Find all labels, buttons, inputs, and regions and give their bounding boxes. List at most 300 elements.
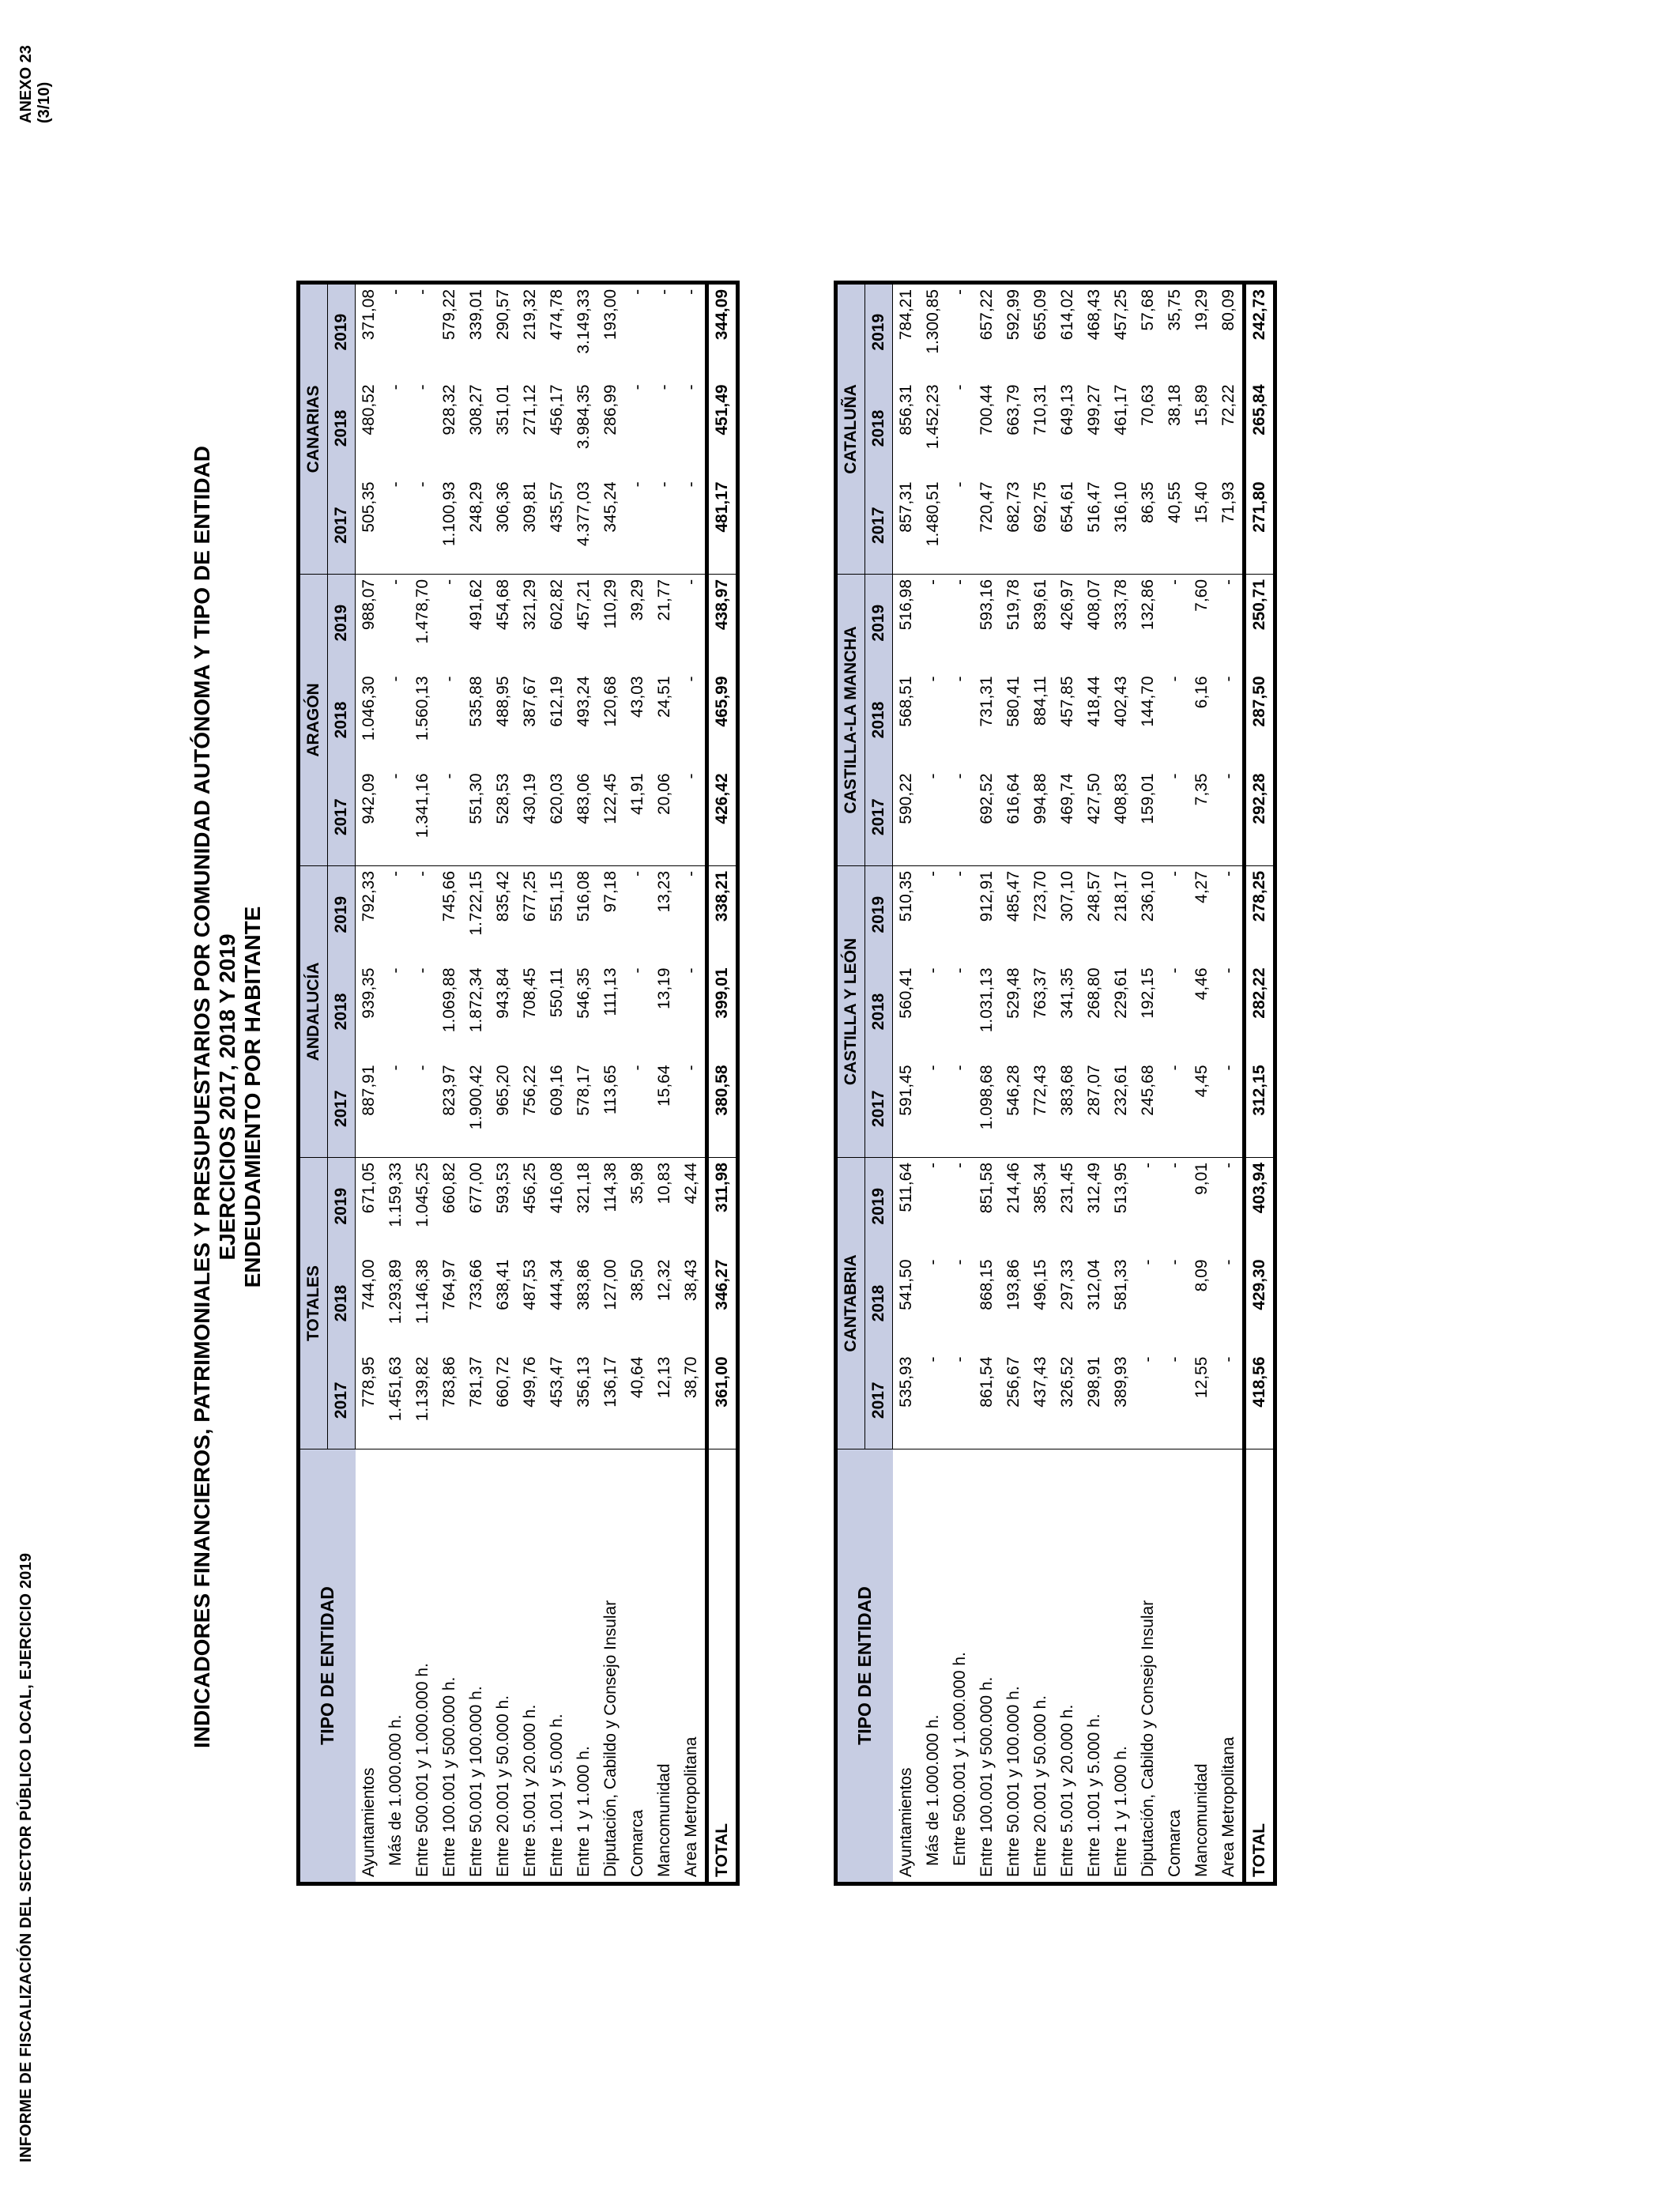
value-cell: - xyxy=(1219,579,1237,585)
value-cell: - xyxy=(678,477,707,574)
value-cell: 1.900,42 xyxy=(463,1060,490,1157)
value-cell: 660,72 xyxy=(490,1352,517,1449)
value-cell: 9,01 xyxy=(1192,1163,1211,1195)
value-cell: - xyxy=(924,1259,942,1265)
value-cell: - xyxy=(440,676,458,682)
value-cell: 38,50 xyxy=(628,1259,646,1302)
annex-label: ANEXO 23 (3/10) xyxy=(17,45,53,123)
row-label: Entre 20.001 y 50.000 h. xyxy=(490,1449,517,1884)
value-cell: - xyxy=(951,1259,969,1265)
row-label: Entre 100.001 y 500.000 h. xyxy=(974,1449,1000,1884)
table-row xyxy=(1135,282,1162,1883)
value-cell: 214,46 xyxy=(1004,1163,1023,1214)
value-cell: 265,84 xyxy=(1245,379,1275,477)
value-cell: 1.139,82 xyxy=(409,1352,436,1449)
value-cell: 13,19 xyxy=(655,967,673,1010)
table-row xyxy=(409,282,436,1883)
value-cell: 40,55 xyxy=(1162,477,1188,574)
value-cell: - xyxy=(951,579,969,585)
value-cell: 438,97 xyxy=(707,574,738,671)
region-header: CASTILLA Y LEÓN xyxy=(836,865,865,1157)
value-cell: 671,05 xyxy=(360,1162,378,1214)
value-cell: - xyxy=(920,768,947,865)
subtitle-years: EJERCICIOS 2017, 2018 Y 2019 xyxy=(215,933,239,1261)
value-cell: 660,82 xyxy=(440,1162,458,1214)
value-cell: 426,97 xyxy=(1058,579,1076,631)
year-header: 2019 xyxy=(865,574,893,671)
value-cell: 453,47 xyxy=(544,1352,571,1449)
value-cell: - xyxy=(1166,870,1184,876)
value-cell: - xyxy=(924,1163,942,1168)
value-cell: 708,45 xyxy=(521,967,539,1019)
value-cell: 346,27 xyxy=(707,1255,738,1352)
value-cell: 541,50 xyxy=(897,1259,915,1310)
value-cell: 193,86 xyxy=(1004,1259,1023,1310)
value-cell: 764,97 xyxy=(440,1259,458,1310)
value-cell: 823,97 xyxy=(436,1060,463,1157)
value-cell: 1.293,89 xyxy=(386,1259,405,1325)
table-row xyxy=(1054,282,1081,1883)
value-cell: 1.045,25 xyxy=(413,1162,431,1227)
value-cell: - xyxy=(413,384,431,390)
value-cell: 219,32 xyxy=(517,282,544,379)
value-cell: - xyxy=(628,967,646,974)
value-cell: 297,33 xyxy=(1058,1259,1076,1310)
value-cell: 35,75 xyxy=(1162,282,1188,379)
value-cell: 256,67 xyxy=(1000,1352,1027,1449)
value-cell: 111,13 xyxy=(601,967,620,1016)
value-cell: 344,09 xyxy=(707,282,738,379)
table-row xyxy=(624,282,651,1883)
value-cell: - xyxy=(624,477,651,574)
year-header: 2017 xyxy=(865,477,893,574)
row-label: Entre 1 y 1.000 h. xyxy=(571,1449,597,1884)
year-header: 2019 xyxy=(328,282,356,379)
value-cell: - xyxy=(440,579,458,585)
value-cell: - xyxy=(1219,967,1237,974)
value-cell: 43,03 xyxy=(628,676,646,718)
value-cell: 403,94 xyxy=(1245,1158,1275,1255)
value-cell: 939,35 xyxy=(360,967,378,1019)
value-cell: 609,16 xyxy=(544,1060,571,1157)
value-cell: 535,88 xyxy=(467,676,485,727)
value-cell: 242,73 xyxy=(1245,282,1275,379)
value-cell: 437,43 xyxy=(1027,1352,1054,1449)
value-cell: 682,73 xyxy=(1000,477,1027,574)
value-cell: 70,63 xyxy=(1139,384,1157,427)
value-cell: 493,24 xyxy=(574,676,593,727)
value-cell: 86,35 xyxy=(1135,477,1162,574)
total-row xyxy=(1245,282,1275,1883)
value-cell: 127,00 xyxy=(601,1259,620,1310)
year-header: 2019 xyxy=(865,1158,893,1255)
value-cell: 113,65 xyxy=(597,1060,624,1157)
total-row xyxy=(707,282,738,1883)
table-row xyxy=(436,282,463,1883)
value-cell: 4,27 xyxy=(1192,870,1211,903)
value-cell: - xyxy=(382,1060,409,1157)
value-cell: 159,01 xyxy=(1135,768,1162,865)
value-cell: - xyxy=(951,676,969,682)
value-cell: 333,78 xyxy=(1112,579,1130,631)
value-cell: 427,50 xyxy=(1081,768,1108,865)
year-header: 2017 xyxy=(865,768,893,865)
year-header: 2018 xyxy=(865,671,893,768)
value-cell: 282,22 xyxy=(1245,963,1275,1061)
value-cell: 942,09 xyxy=(356,768,383,865)
value-cell: 57,68 xyxy=(1135,282,1162,379)
value-cell: 485,47 xyxy=(1004,870,1023,922)
table-row xyxy=(382,282,409,1883)
value-cell: 488,95 xyxy=(494,676,512,727)
value-cell: 560,41 xyxy=(897,967,915,1019)
value-cell: 763,37 xyxy=(1031,967,1049,1019)
table-row xyxy=(490,282,517,1883)
value-cell: 692,52 xyxy=(974,768,1000,865)
value-cell: 371,08 xyxy=(356,282,383,379)
year-header: 2017 xyxy=(865,1352,893,1449)
value-cell: 988,07 xyxy=(360,579,378,631)
year-header: 2017 xyxy=(328,1060,356,1157)
value-cell: 345,24 xyxy=(597,477,624,574)
value-cell: 592,99 xyxy=(1000,282,1027,379)
value-cell: - xyxy=(409,477,436,574)
value-cell: 307,10 xyxy=(1058,870,1076,922)
value-cell: 457,25 xyxy=(1108,282,1135,379)
value-cell: - xyxy=(682,384,700,390)
value-cell: - xyxy=(1166,676,1184,682)
value-cell: 655,09 xyxy=(1027,282,1054,379)
year-header: 2019 xyxy=(328,574,356,671)
value-cell: 245,68 xyxy=(1135,1061,1162,1158)
value-cell: 677,00 xyxy=(467,1162,485,1214)
value-cell: 8,09 xyxy=(1192,1259,1211,1292)
value-cell: 286,99 xyxy=(601,384,620,435)
value-cell: 1.872,34 xyxy=(467,967,485,1033)
value-cell: 338,21 xyxy=(707,865,738,963)
value-cell: 389,93 xyxy=(1108,1352,1135,1449)
value-cell: 469,74 xyxy=(1054,768,1081,865)
value-cell: 965,20 xyxy=(490,1060,517,1157)
value-cell: - xyxy=(1219,676,1237,682)
value-cell: 535,93 xyxy=(893,1352,921,1449)
value-cell: 1.722,15 xyxy=(467,870,485,936)
value-cell: - xyxy=(409,282,436,379)
value-cell: 663,79 xyxy=(1004,384,1023,435)
value-cell: 451,49 xyxy=(707,379,738,477)
value-cell: 408,07 xyxy=(1085,579,1103,631)
value-cell: 287,07 xyxy=(1081,1061,1108,1158)
value-cell: 20,06 xyxy=(651,768,678,865)
year-header: 2019 xyxy=(865,282,893,379)
region-header: CANARIAS xyxy=(299,282,328,574)
value-cell: - xyxy=(924,967,942,974)
value-cell: 416,08 xyxy=(548,1162,566,1214)
value-cell: - xyxy=(951,1163,969,1168)
value-cell: 110,29 xyxy=(601,579,620,629)
row-label: Entre 500.001 y 1.000.000 h. xyxy=(409,1449,436,1884)
value-cell: 308,27 xyxy=(467,384,485,435)
value-cell: 756,22 xyxy=(517,1060,544,1157)
row-label: TOTAL xyxy=(707,1449,738,1884)
value-cell: - xyxy=(386,676,405,682)
row-label: Entre 1 y 1.000 h. xyxy=(1108,1449,1135,1884)
value-cell: 24,51 xyxy=(655,676,673,718)
value-cell: - xyxy=(1215,768,1245,865)
value-cell: 6,16 xyxy=(1192,676,1211,709)
value-cell: - xyxy=(409,1060,436,1157)
value-cell: 12,55 xyxy=(1188,1352,1215,1449)
value-cell: 483,06 xyxy=(571,768,597,865)
value-cell: 38,43 xyxy=(682,1259,700,1302)
table-row xyxy=(463,282,490,1883)
value-cell: - xyxy=(624,282,651,379)
value-cell: 851,58 xyxy=(977,1163,996,1214)
row-label: Comarca xyxy=(1162,1449,1188,1884)
value-cell: 491,62 xyxy=(467,579,485,631)
row-label: Entre 50.001 y 100.000 h. xyxy=(463,1449,490,1884)
table-row xyxy=(1215,282,1245,1883)
table-row xyxy=(678,282,707,1883)
value-cell: 418,56 xyxy=(1245,1352,1275,1449)
value-cell: 465,99 xyxy=(707,671,738,768)
value-cell: 620,03 xyxy=(544,768,571,865)
value-cell: 35,98 xyxy=(628,1162,646,1204)
value-cell: 1.560,13 xyxy=(413,676,431,741)
table-row xyxy=(517,282,544,1883)
value-cell: 71,93 xyxy=(1215,477,1245,574)
value-cell: 1.031,13 xyxy=(977,967,996,1033)
value-cell: 231,45 xyxy=(1058,1163,1076,1214)
value-cell: 12,32 xyxy=(655,1259,673,1302)
value-cell: - xyxy=(947,1352,974,1449)
row-label: Area Metropolitana xyxy=(678,1449,707,1884)
value-cell: 292,28 xyxy=(1245,768,1275,865)
value-cell: 10,83 xyxy=(655,1162,673,1204)
value-cell: - xyxy=(436,768,463,865)
value-cell: - xyxy=(628,384,646,390)
value-cell: - xyxy=(386,967,405,974)
value-cell: 306,36 xyxy=(490,477,517,574)
value-cell: 516,98 xyxy=(897,579,915,631)
year-header: 2018 xyxy=(865,963,893,1061)
table-row xyxy=(597,282,624,1883)
value-cell: 122,45 xyxy=(597,768,624,865)
value-cell: - xyxy=(382,477,409,574)
value-cell: 12,13 xyxy=(651,1352,678,1449)
value-cell: 144,70 xyxy=(1139,676,1157,727)
value-cell: 593,53 xyxy=(494,1162,512,1214)
value-cell: 700,44 xyxy=(977,384,996,435)
table-row xyxy=(920,282,947,1883)
value-cell: 356,13 xyxy=(571,1352,597,1449)
value-cell: 326,52 xyxy=(1054,1352,1081,1449)
value-cell: 250,71 xyxy=(1245,574,1275,671)
year-header: 2018 xyxy=(328,1255,356,1352)
value-cell: 232,61 xyxy=(1108,1061,1135,1158)
value-cell: 120,68 xyxy=(601,676,620,727)
value-cell: 19,29 xyxy=(1188,282,1215,379)
value-cell: 481,17 xyxy=(707,477,738,574)
row-label: Comarca xyxy=(624,1449,651,1884)
year-header: 2019 xyxy=(328,865,356,963)
value-cell: 192,15 xyxy=(1139,967,1157,1019)
year-header: 2017 xyxy=(328,1352,356,1449)
value-cell: 312,15 xyxy=(1245,1061,1275,1158)
row-label: Entre 20.001 y 50.000 h. xyxy=(1027,1449,1054,1884)
table-row xyxy=(974,282,1000,1883)
row-label: Diputación, Cabildo y Consejo Insular xyxy=(597,1449,624,1884)
row-label: Entre 500.001 y 1.000.000 h. xyxy=(947,1449,974,1884)
value-cell: - xyxy=(947,477,974,574)
value-cell: 519,78 xyxy=(1004,579,1023,631)
value-cell: 868,15 xyxy=(977,1259,996,1310)
value-cell: - xyxy=(1166,967,1184,974)
value-cell: 218,17 xyxy=(1112,870,1130,922)
year-header: 2018 xyxy=(328,379,356,477)
value-cell: 783,86 xyxy=(436,1352,463,1449)
value-cell: - xyxy=(678,282,707,379)
value-cell: 1.478,70 xyxy=(413,579,431,644)
value-cell: 21,77 xyxy=(655,579,673,621)
value-cell: 778,95 xyxy=(356,1352,383,1449)
title-block xyxy=(190,0,266,2194)
value-cell: 994,88 xyxy=(1027,768,1054,865)
row-label: Ayuntamientos xyxy=(893,1449,921,1884)
value-cell: 339,01 xyxy=(463,282,490,379)
value-cell: 581,33 xyxy=(1112,1259,1130,1310)
value-cell: 516,47 xyxy=(1081,477,1108,574)
value-cell: 40,64 xyxy=(624,1352,651,1449)
value-cell: 136,17 xyxy=(597,1352,624,1449)
value-cell: - xyxy=(951,967,969,974)
report-header: INFORME DE FISCALIZACIÓN DEL SECTOR PÚBLICO LOCAL, EJERCICIO 2019 xyxy=(17,1552,35,2162)
value-cell: - xyxy=(947,1061,974,1158)
value-cell: 513,95 xyxy=(1112,1163,1130,1214)
value-cell: 692,75 xyxy=(1027,477,1054,574)
value-cell: 97,18 xyxy=(601,870,620,913)
value-cell: 720,47 xyxy=(974,477,1000,574)
value-cell: 654,61 xyxy=(1054,477,1081,574)
value-cell: 733,66 xyxy=(467,1259,485,1310)
value-cell: - xyxy=(413,967,431,974)
value-cell: 457,21 xyxy=(574,579,593,631)
row-label: Ayuntamientos xyxy=(356,1449,383,1884)
value-cell: 3.149,33 xyxy=(571,282,597,379)
row-label: Diputación, Cabildo y Consejo Insular xyxy=(1135,1449,1162,1884)
subtitle-indicator: ENDEUDAMIENTO POR HABITANTE xyxy=(240,906,265,1288)
year-header: 2018 xyxy=(328,671,356,768)
value-cell: 616,64 xyxy=(1000,768,1027,865)
value-cell: 316,10 xyxy=(1108,477,1135,574)
value-cell: 731,31 xyxy=(977,676,996,727)
value-cell: 839,61 xyxy=(1031,579,1049,631)
region-header: ANDALUCÍA xyxy=(299,865,328,1157)
value-cell: 745,66 xyxy=(440,870,458,922)
value-cell: 399,01 xyxy=(707,963,738,1060)
value-cell: 835,42 xyxy=(494,870,512,922)
value-cell: - xyxy=(1162,1352,1188,1449)
value-cell: 311,98 xyxy=(707,1157,738,1254)
region-header: TOTALES xyxy=(299,1157,328,1449)
value-cell: - xyxy=(924,579,942,585)
value-cell: 290,57 xyxy=(490,282,517,379)
value-cell: 42,44 xyxy=(682,1162,700,1204)
value-cell: - xyxy=(624,1060,651,1157)
value-cell: 80,09 xyxy=(1215,282,1245,379)
value-cell: 579,22 xyxy=(436,282,463,379)
value-cell: 499,27 xyxy=(1085,384,1103,435)
value-cell: - xyxy=(951,870,969,876)
value-cell: - xyxy=(924,870,942,876)
value-cell: - xyxy=(1219,1259,1237,1265)
value-cell: 710,31 xyxy=(1031,384,1049,435)
table-row xyxy=(571,282,597,1883)
value-cell: 649,13 xyxy=(1058,384,1076,435)
value-cell: - xyxy=(651,282,678,379)
table-row xyxy=(1108,282,1135,1883)
value-cell: 271,12 xyxy=(521,384,539,435)
row-label: Más de 1.000.000 h. xyxy=(382,1449,409,1884)
value-cell: 1.100,93 xyxy=(436,477,463,574)
value-cell: 578,17 xyxy=(571,1060,597,1157)
table-row xyxy=(1027,282,1054,1883)
value-cell: - xyxy=(386,579,405,585)
value-cell: 457,85 xyxy=(1058,676,1076,727)
value-cell: - xyxy=(920,1352,947,1449)
value-cell: 380,58 xyxy=(707,1060,738,1157)
value-cell: 928,32 xyxy=(440,384,458,435)
value-cell: 884,11 xyxy=(1031,676,1049,726)
value-cell: - xyxy=(1219,870,1237,876)
value-cell: 474,78 xyxy=(544,282,571,379)
value-cell: - xyxy=(924,676,942,682)
value-cell: - xyxy=(682,967,700,974)
value-cell: 351,01 xyxy=(494,384,512,435)
value-cell: 505,35 xyxy=(356,477,383,574)
value-cell: 510,35 xyxy=(897,870,915,922)
row-label: Más de 1.000.000 h. xyxy=(920,1449,947,1884)
value-cell: 7,60 xyxy=(1192,579,1211,612)
row-label: Entre 1.001 y 5.000 h. xyxy=(1081,1449,1108,1884)
value-cell: 614,02 xyxy=(1054,282,1081,379)
value-cell: 309,81 xyxy=(517,477,544,574)
value-cell: 7,35 xyxy=(1188,768,1215,865)
value-cell: 529,48 xyxy=(1004,967,1023,1019)
table-row xyxy=(544,282,571,1883)
table-row xyxy=(893,282,921,1883)
value-cell: 312,49 xyxy=(1085,1163,1103,1214)
value-cell: 341,35 xyxy=(1058,967,1076,1019)
value-cell: 568,51 xyxy=(897,676,915,727)
value-cell: 361,00 xyxy=(707,1352,738,1449)
value-cell: - xyxy=(1139,1163,1157,1168)
value-cell: 38,70 xyxy=(678,1352,707,1449)
value-cell: 312,04 xyxy=(1085,1259,1103,1310)
value-cell: 39,29 xyxy=(628,579,646,621)
value-cell: - xyxy=(1215,1061,1245,1158)
value-cell: 516,08 xyxy=(574,870,593,922)
value-cell: - xyxy=(1166,1163,1184,1168)
value-cell: 402,43 xyxy=(1112,676,1130,727)
table-row xyxy=(1000,282,1027,1883)
value-cell: - xyxy=(1139,1259,1157,1265)
value-cell: 857,31 xyxy=(893,477,921,574)
value-cell: 15,89 xyxy=(1192,384,1211,427)
year-header: 2017 xyxy=(328,768,356,865)
value-cell: 41,91 xyxy=(624,768,651,865)
value-cell: 271,80 xyxy=(1245,477,1275,574)
